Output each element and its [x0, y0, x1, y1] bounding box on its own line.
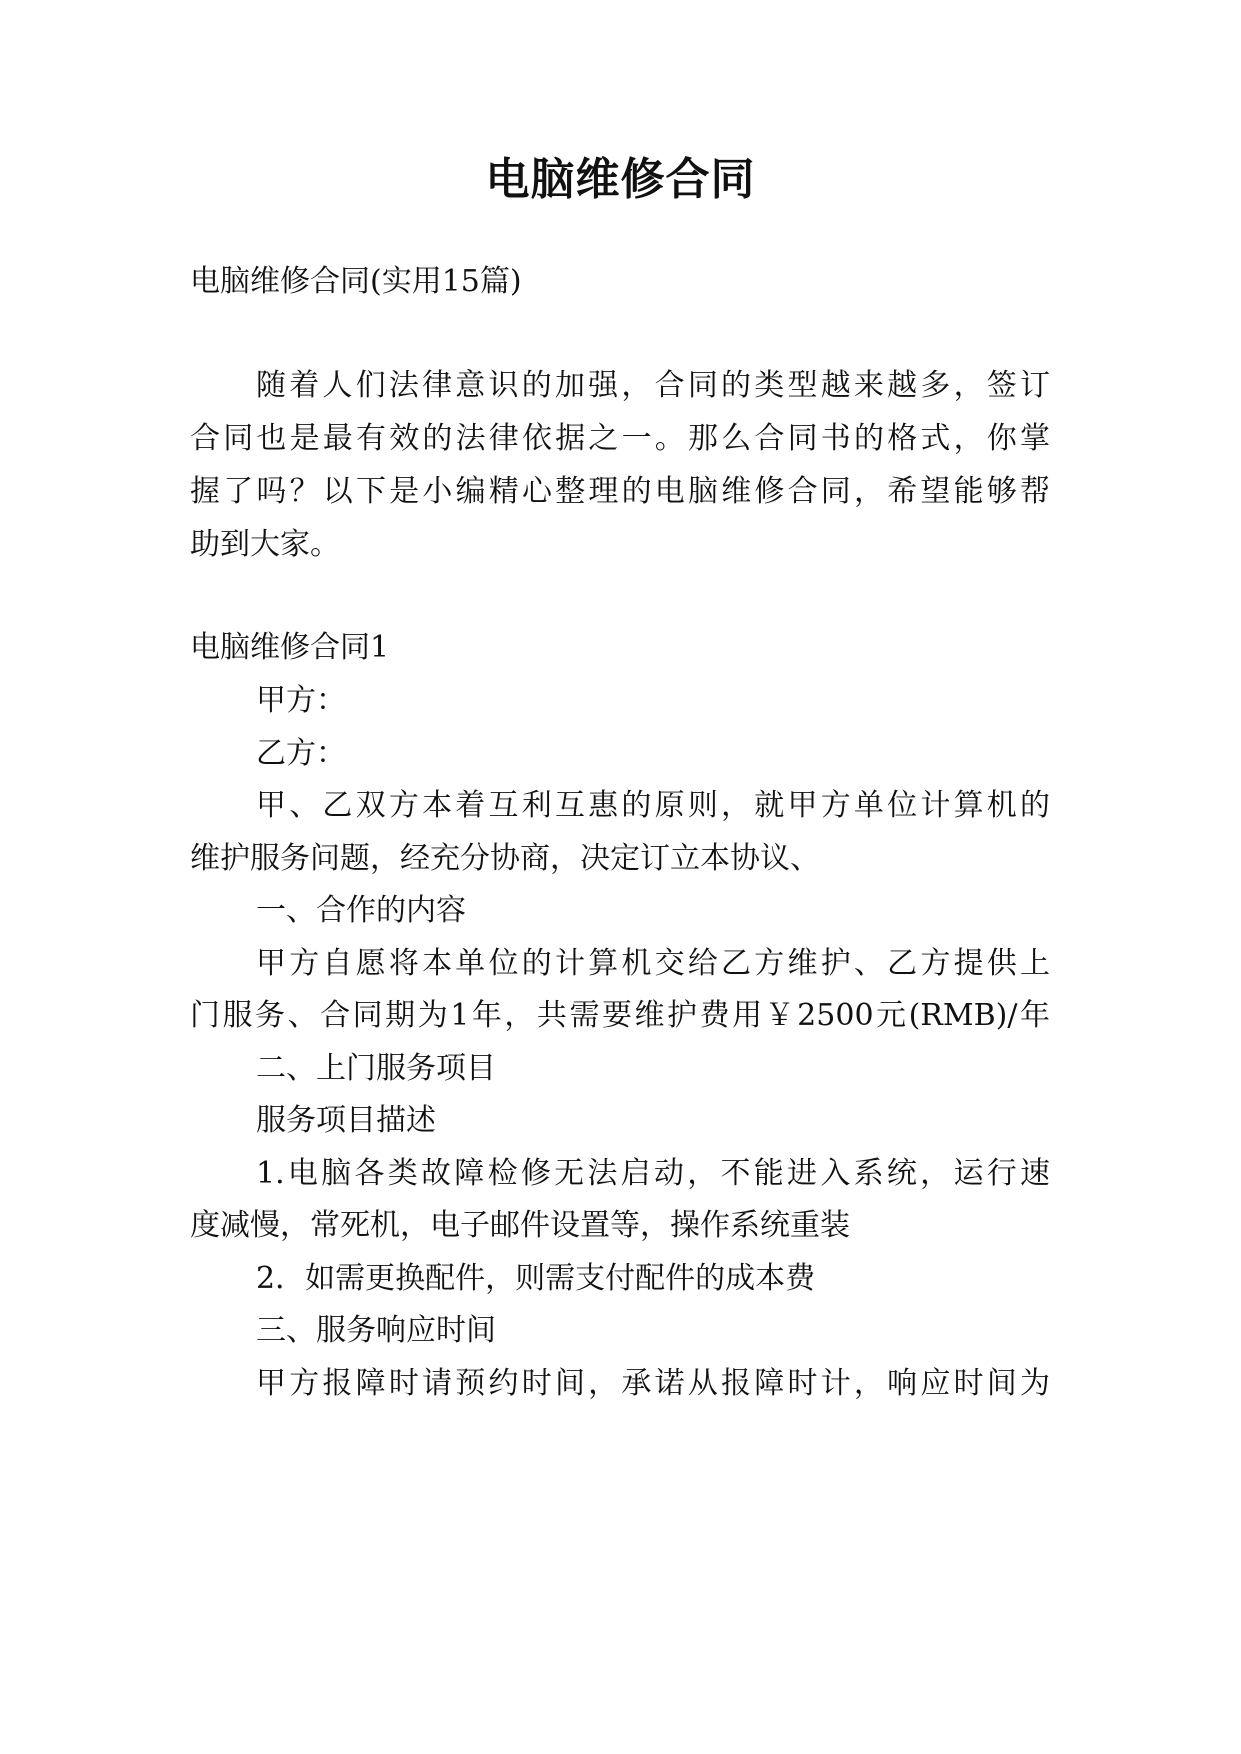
service-item-1-line-1: 1.电脑各类故障检修无法启动，不能进入系统，运行速 [256, 1156, 1050, 1191]
clause-3-heading: 三、服务响应时间 [256, 1313, 496, 1348]
intro-line-4: 助到大家。 [190, 527, 340, 562]
intro-line-1: 随着人们法律意识的加强，合同的类型越来越多，签订 [256, 368, 1050, 403]
clause-1-line-1: 甲方自愿将本单位的计算机交给乙方维护、乙方提供上 [256, 946, 1050, 981]
section-heading: 电脑维修合同1 [190, 630, 390, 665]
intro-line-2: 合同也是最有效的法律依据之一。那么合同书的格式，你掌 [190, 421, 1050, 456]
service-description-heading: 服务项目描述 [256, 1103, 436, 1138]
clause-1-line-2: 门服务、合同期为1年，共需要维护费用￥2500元(RMB)/年 [190, 998, 1050, 1033]
intro-line-3: 握了吗？以下是小编精心整理的电脑维修合同，希望能够帮 [190, 474, 1050, 509]
clause-1-heading: 一、合作的内容 [256, 893, 466, 928]
party-b-label: 乙方： [256, 736, 346, 771]
document-subtitle: 电脑维修合同(实用15篇) [190, 264, 522, 299]
principle-line-2: 维护服务问题，经充分协商，决定订立本协议、 [190, 841, 820, 876]
service-item-2: 2．如需更换配件，则需支付配件的成本费 [256, 1261, 816, 1296]
party-a-label: 甲方： [256, 683, 346, 718]
document-title: 电脑维修合同 [485, 154, 756, 205]
principle-line-1: 甲、乙双方本着互利互惠的原则，就甲方单位计算机的 [256, 788, 1050, 823]
clause-2-heading: 二、上门服务项目 [256, 1051, 496, 1086]
service-item-1-line-2: 度减慢，常死机，电子邮件设置等，操作系统重装 [190, 1208, 850, 1243]
clause-3-line-1: 甲方报障时请预约时间，承诺从报障时计，响应时间为 [256, 1366, 1050, 1401]
